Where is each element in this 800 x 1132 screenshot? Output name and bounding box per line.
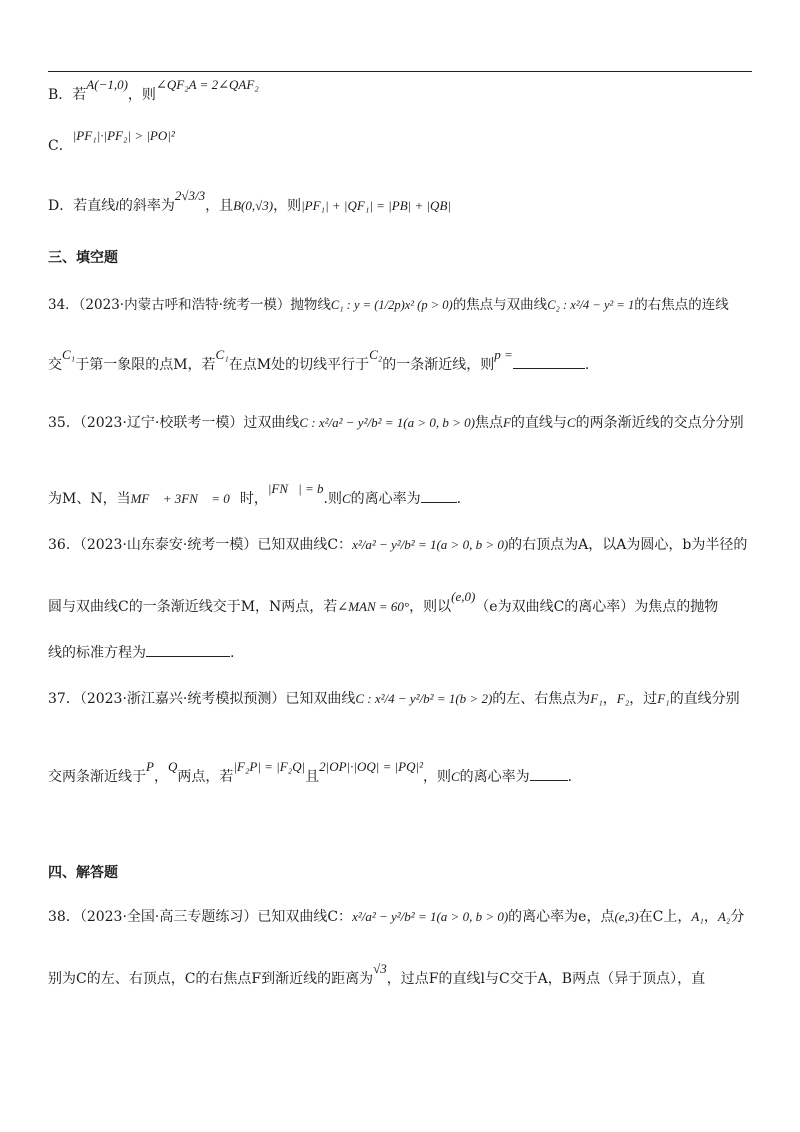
question-34-line-1: 34．（2023·内蒙古呼和浩特·统考一模）抛物线C₁ : y = (1/2p)x² (p > 0)的焦点与双曲线C₂ : x²/4 − y² = 1的右焦点的连线	[48, 297, 729, 313]
answer-blank[interactable]	[421, 488, 457, 503]
question-38-line-1: 38．（2023·全国·高三专题练习）已知双曲线C：x²/a² − y²/b² = 1(a > 0, b > 0)的离心率为e，点(e,3)在C上，A₁，A₂分	[48, 909, 745, 925]
question-37-line-2: 交两条渐近线于P，Q两点，若|F₂P| = |F₂Q|且2|OP|·|OQ| = |PQ|²，则C的离心率为 .	[48, 759, 573, 785]
question-38-line-2: 别为C的左、右顶点，C的右焦点F到渐近线的距离为√3，过点F的直线l与C交于A，B两点（异于顶点），直	[48, 961, 706, 987]
header-rule	[48, 71, 752, 72]
question-35-line-1: 35．（2023·辽宁·校联考一模）过双曲线C : x²/a² − y²/b² = 1(a > 0, b > 0)焦点F的直线与C的两条渐近线的交点分分别	[48, 415, 744, 431]
question-36-line-1: 36．（2023·山东泰安·统考一模）已知双曲线C：x²/a² − y²/b² = 1(a > 0, b > 0)的右顶点为A，以A为圆心，b为半径的	[48, 537, 748, 553]
question-37-line-1: 37．（2023·浙江嘉兴·统考模拟预测）已知双曲线C : x²/4 − y²/b² = 1(b > 2)的左、右焦点为F₁，F₂，过F₁的直线分别	[48, 691, 740, 707]
question-34-line-2: 交C₁于第一象限的点M，若C₁在点M处的切线平行于C₂的一条渐近线，则p =.	[48, 347, 590, 373]
option-d: D．若直线l的斜率为2√3/3，且B(0,√3)，则|PF₁| + |QF₁| = |PB| + |QB|	[48, 188, 451, 214]
answer-blank[interactable]	[513, 354, 585, 369]
question-36-line-3: 线的标准方程为 .	[48, 642, 752, 662]
option-b: B．若A(−1,0)，则∠QF₂A = 2∠QAF₂	[48, 77, 259, 103]
answer-blank[interactable]	[530, 766, 568, 781]
option-c: C．|PF₁|·|PF₂| > |PO|²	[48, 128, 175, 154]
section-heading-answer: 四、解答题	[48, 865, 118, 881]
question-36-line-2: 圆与双曲线C的一条渐近线交于M，N两点，若∠MAN = 60°，则以(e,0)（e为双曲线C的离心率）为焦点的抛物	[48, 589, 719, 615]
section-heading-fill: 三、填空题	[48, 250, 118, 266]
answer-blank[interactable]	[146, 642, 230, 657]
question-35-line-2: 为M、N，当MF⃗ + 3FN⃗ = 0⃗时，|FN⃗| = b.则C的离心率为 .	[48, 481, 462, 507]
